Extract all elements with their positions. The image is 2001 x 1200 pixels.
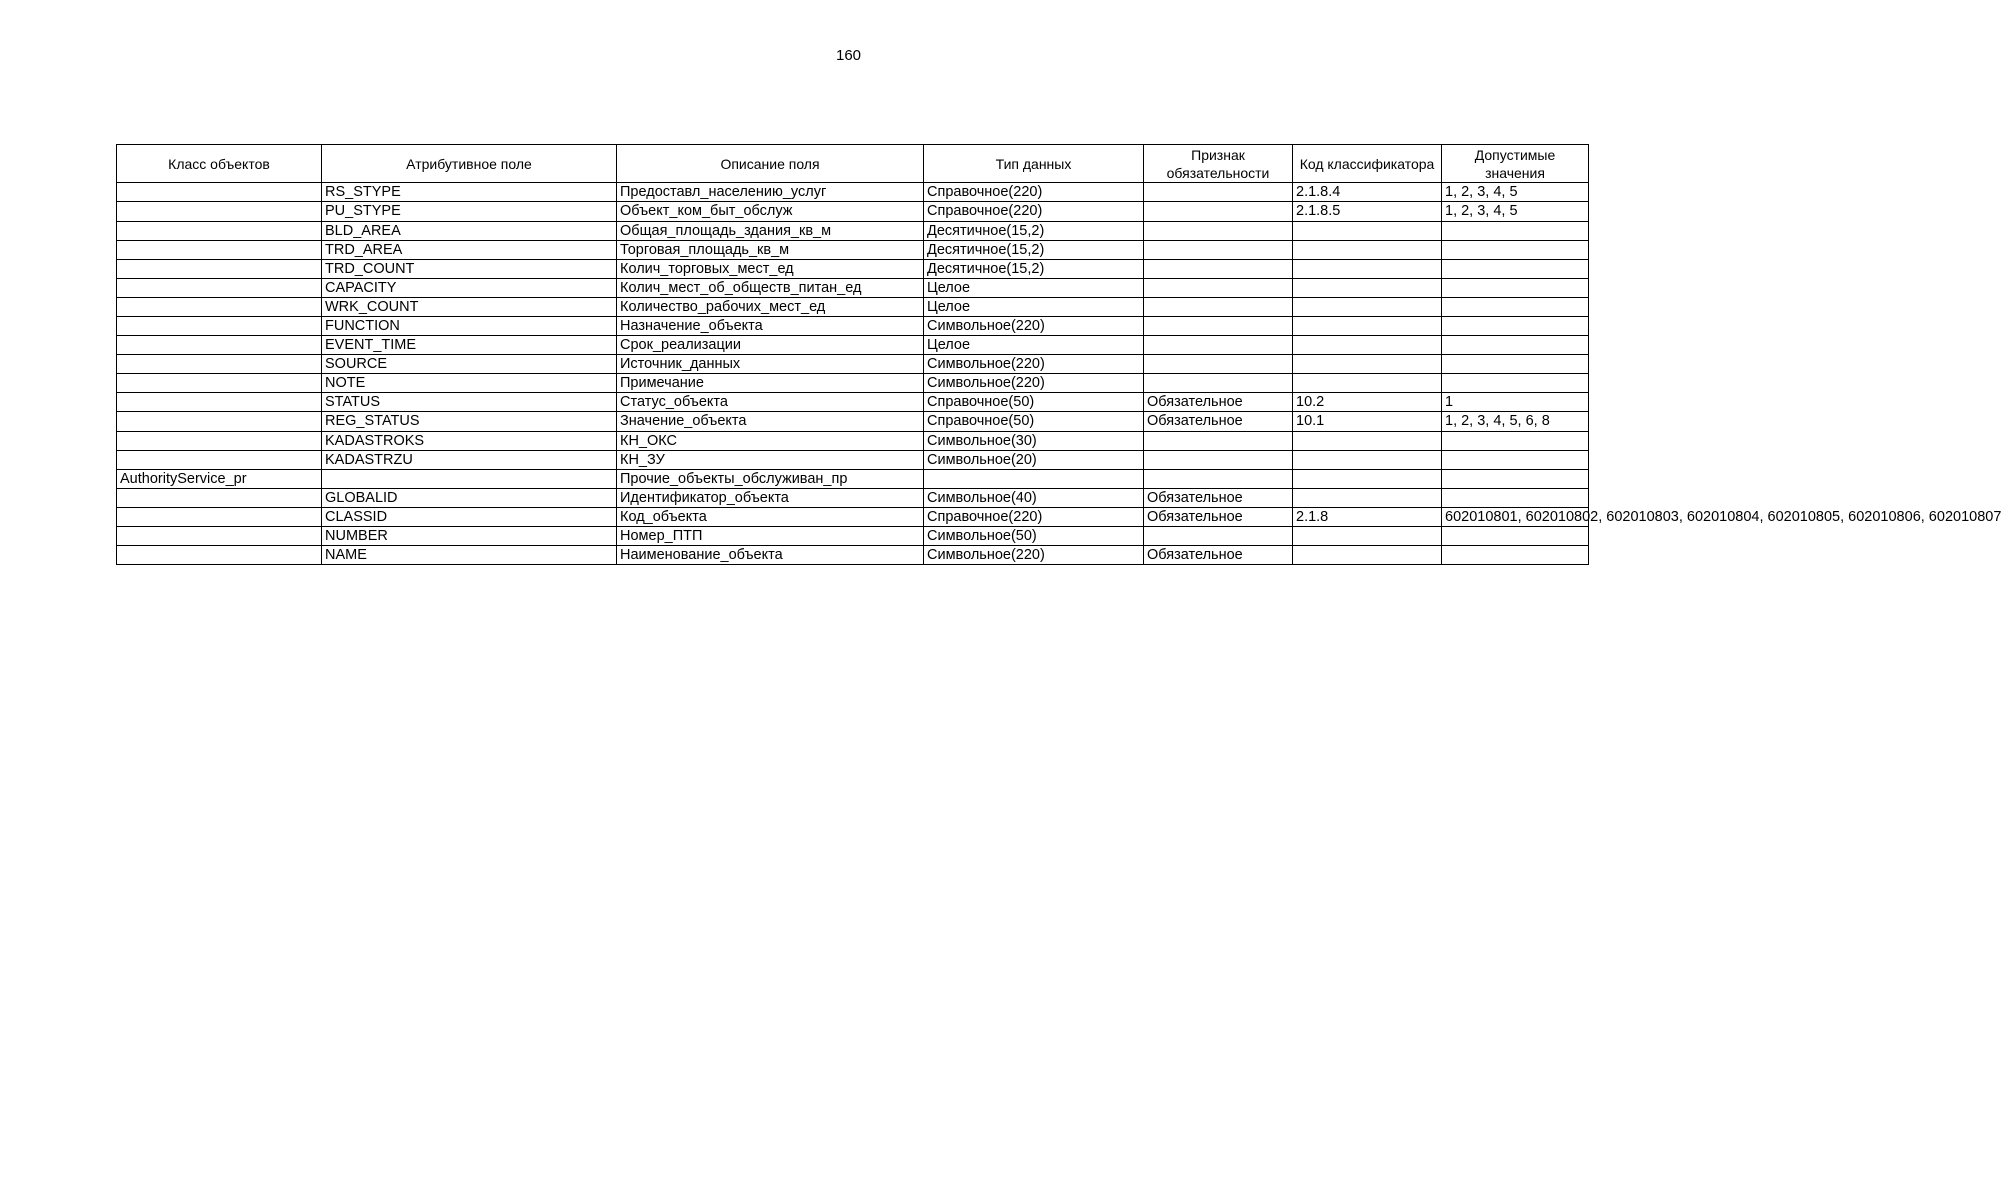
object-class-cell bbox=[117, 431, 322, 450]
header-data-type: Тип данных bbox=[924, 145, 1144, 183]
field-description-cell: КН_ОКС bbox=[617, 431, 924, 450]
allowed-values-cell bbox=[1442, 297, 1589, 316]
field-description-cell: Примечание bbox=[617, 373, 924, 392]
table-row bbox=[117, 297, 1589, 316]
classifier-code-cell bbox=[1293, 546, 1442, 565]
data-type-cell: Символьное(220) bbox=[924, 546, 1144, 565]
table-row bbox=[117, 183, 1589, 202]
allowed-values-cell: 1, 2, 3, 4, 5, 6, 8 bbox=[1442, 412, 1589, 431]
table-body bbox=[117, 183, 2001, 565]
table-row bbox=[117, 412, 1589, 431]
classifier-code-cell bbox=[1293, 354, 1442, 373]
data-type-cell: Справочное(220) bbox=[924, 507, 1144, 526]
attribute-field-cell: PU_STYPE bbox=[322, 202, 617, 221]
field-description-cell: Предоставл_населению_услуг bbox=[617, 183, 924, 202]
allowed-values-cell bbox=[1442, 373, 1589, 392]
data-type-cell: Целое bbox=[924, 297, 1144, 316]
object-class-cell bbox=[117, 240, 322, 259]
allowed-values-cell bbox=[1442, 469, 1589, 488]
table-row bbox=[117, 278, 1589, 297]
classifier-code-cell: 10.1 bbox=[1293, 412, 1442, 431]
classifier-code-cell: 2.1.8.4 bbox=[1293, 183, 1442, 202]
data-type-cell: Символьное(220) bbox=[924, 354, 1144, 373]
classifier-code-cell bbox=[1293, 469, 1442, 488]
header-classifier-code: Код классификатора bbox=[1293, 145, 1442, 183]
data-type-cell: Справочное(50) bbox=[924, 392, 1144, 411]
data-type-cell bbox=[924, 469, 1144, 488]
required-flag-cell bbox=[1144, 527, 1293, 546]
required-flag-cell: Обязательное bbox=[1144, 546, 1293, 565]
classifier-code-cell bbox=[1293, 240, 1442, 259]
attribute-field-cell: TRD_COUNT bbox=[322, 259, 617, 278]
table-row bbox=[117, 202, 1589, 221]
required-flag-cell bbox=[1144, 450, 1293, 469]
field-description-cell: Срок_реализации bbox=[617, 335, 924, 354]
object-class-cell: AuthorityService_pr bbox=[117, 469, 322, 488]
data-type-cell: Десятичное(15,2) bbox=[924, 259, 1144, 278]
classifier-code-cell bbox=[1293, 221, 1442, 240]
allowed-values-cell bbox=[1442, 488, 1589, 507]
attribute-field-cell: NOTE bbox=[322, 373, 617, 392]
object-class-cell bbox=[117, 278, 322, 297]
header-required-flag: Признак обязательности bbox=[1144, 145, 1293, 183]
table-row bbox=[117, 450, 1589, 469]
header-field-description: Описание поля bbox=[617, 145, 924, 183]
header-row bbox=[117, 145, 1589, 183]
attribute-field-cell bbox=[322, 469, 617, 488]
data-type-cell: Символьное(30) bbox=[924, 431, 1144, 450]
attribute-field-cell: CLASSID bbox=[322, 507, 617, 526]
allowed-values-cell bbox=[1442, 278, 1589, 297]
classifier-code-cell bbox=[1293, 259, 1442, 278]
table-row bbox=[117, 527, 1589, 546]
attribute-field-cell: KADASTROKS bbox=[322, 431, 617, 450]
allowed-values-cell bbox=[1442, 240, 1589, 259]
allowed-values-cell bbox=[1442, 450, 1589, 469]
attribute-table bbox=[116, 144, 2001, 565]
allowed-values-cell bbox=[1442, 221, 1589, 240]
allowed-values-cell: 1 bbox=[1442, 392, 1589, 411]
attribute-field-cell: KADASTRZU bbox=[322, 450, 617, 469]
field-description-cell: Номер_ПТП bbox=[617, 527, 924, 546]
data-type-cell: Символьное(220) bbox=[924, 316, 1144, 335]
table-row bbox=[117, 431, 1589, 450]
field-description-cell: Назначение_объекта bbox=[617, 316, 924, 335]
required-flag-cell bbox=[1144, 469, 1293, 488]
data-type-cell: Целое bbox=[924, 335, 1144, 354]
attribute-field-cell: WRK_COUNT bbox=[322, 297, 617, 316]
classifier-code-cell bbox=[1293, 335, 1442, 354]
required-flag-cell bbox=[1144, 335, 1293, 354]
allowed-values-cell bbox=[1442, 546, 1589, 565]
classifier-code-cell: 2.1.8 bbox=[1293, 507, 1442, 526]
attribute-field-cell: BLD_AREA bbox=[322, 221, 617, 240]
header-object-class: Класс объектов bbox=[117, 145, 322, 183]
field-description-cell: Торговая_площадь_кв_м bbox=[617, 240, 924, 259]
header-attribute-field: Атрибутивное поле bbox=[322, 145, 617, 183]
object-class-cell bbox=[117, 297, 322, 316]
classifier-code-cell bbox=[1293, 431, 1442, 450]
allowed-values-cell bbox=[1442, 335, 1589, 354]
field-description-cell: Статус_объекта bbox=[617, 392, 924, 411]
object-class-cell bbox=[117, 546, 322, 565]
object-class-cell bbox=[117, 354, 322, 373]
field-description-cell: Код_объекта bbox=[617, 507, 924, 526]
object-class-cell bbox=[117, 259, 322, 278]
object-class-cell bbox=[117, 450, 322, 469]
object-class-cell bbox=[117, 335, 322, 354]
data-type-cell: Десятичное(15,2) bbox=[924, 240, 1144, 259]
field-description-cell: Прочие_объекты_обслуживан_пр bbox=[617, 469, 924, 488]
required-flag-cell bbox=[1144, 373, 1293, 392]
classifier-code-cell bbox=[1293, 316, 1442, 335]
allowed-values-cell bbox=[1442, 259, 1589, 278]
classifier-code-cell bbox=[1293, 527, 1442, 546]
classifier-code-cell bbox=[1293, 297, 1442, 316]
classifier-code-cell: 10.2 bbox=[1293, 392, 1442, 411]
table-row bbox=[117, 488, 1589, 507]
required-flag-cell bbox=[1144, 259, 1293, 278]
table-row bbox=[117, 507, 1589, 526]
attribute-field-cell: FUNCTION bbox=[322, 316, 617, 335]
object-class-cell bbox=[117, 392, 322, 411]
classifier-code-cell bbox=[1293, 278, 1442, 297]
table-row bbox=[117, 546, 1589, 565]
required-flag-cell bbox=[1144, 240, 1293, 259]
required-flag-cell bbox=[1144, 183, 1293, 202]
required-flag-cell: Обязательное bbox=[1144, 507, 1293, 526]
field-description-cell: Колич_торговых_мест_ед bbox=[617, 259, 924, 278]
table-row bbox=[117, 469, 1589, 488]
required-flag-cell bbox=[1144, 316, 1293, 335]
data-type-cell: Символьное(40) bbox=[924, 488, 1144, 507]
table-row bbox=[117, 240, 1589, 259]
attribute-field-cell: REG_STATUS bbox=[322, 412, 617, 431]
table-row bbox=[117, 335, 1589, 354]
allowed-values-cell: 1, 2, 3, 4, 5 bbox=[1442, 202, 1589, 221]
field-description-cell: Идентификатор_объекта bbox=[617, 488, 924, 507]
header-allowed-values: Допустимые значения bbox=[1442, 145, 1589, 183]
required-flag-cell bbox=[1144, 202, 1293, 221]
allowed-values-cell bbox=[1442, 316, 1589, 335]
page-number: 160 bbox=[835, 47, 862, 64]
required-flag-cell bbox=[1144, 278, 1293, 297]
attribute-field-cell: TRD_AREA bbox=[322, 240, 617, 259]
required-flag-cell: Обязательное bbox=[1144, 488, 1293, 507]
allowed-values-cell bbox=[1442, 527, 1589, 546]
data-type-cell: Символьное(50) bbox=[924, 527, 1144, 546]
allowed-values-cell bbox=[1442, 431, 1589, 450]
field-description-cell: Колич_мест_об_обществ_питан_ед bbox=[617, 278, 924, 297]
attribute-field-cell: NAME bbox=[322, 546, 617, 565]
required-flag-cell: Обязательное bbox=[1144, 392, 1293, 411]
data-type-cell: Справочное(50) bbox=[924, 412, 1144, 431]
object-class-cell bbox=[117, 221, 322, 240]
attribute-field-cell: STATUS bbox=[322, 392, 617, 411]
data-type-cell: Символьное(20) bbox=[924, 450, 1144, 469]
object-class-cell bbox=[117, 373, 322, 392]
field-description-cell: Наименование_объекта bbox=[617, 546, 924, 565]
data-type-cell: Десятичное(15,2) bbox=[924, 221, 1144, 240]
data-type-cell: Справочное(220) bbox=[924, 183, 1144, 202]
classifier-code-cell bbox=[1293, 488, 1442, 507]
allowed-values-cell bbox=[1442, 354, 1589, 373]
classifier-code-cell bbox=[1293, 373, 1442, 392]
attribute-field-cell: RS_STYPE bbox=[322, 183, 617, 202]
field-description-cell: Источник_данных bbox=[617, 354, 924, 373]
object-class-cell bbox=[117, 488, 322, 507]
field-description-cell: Количество_рабочих_мест_ед bbox=[617, 297, 924, 316]
field-description-cell: Значение_объекта bbox=[617, 412, 924, 431]
object-class-cell bbox=[117, 316, 322, 335]
object-class-cell bbox=[117, 507, 322, 526]
table-row bbox=[117, 316, 1589, 335]
object-class-cell bbox=[117, 527, 322, 546]
required-flag-cell: Обязательное bbox=[1144, 412, 1293, 431]
object-class-cell bbox=[117, 183, 322, 202]
allowed-values-cell: 1, 2, 3, 4, 5 bbox=[1442, 183, 1589, 202]
table-row bbox=[117, 221, 1589, 240]
table-row bbox=[117, 354, 1589, 373]
attribute-field-cell: EVENT_TIME bbox=[322, 335, 617, 354]
classifier-code-cell bbox=[1293, 450, 1442, 469]
data-type-cell: Символьное(220) bbox=[924, 373, 1144, 392]
attribute-field-cell: NUMBER bbox=[322, 527, 617, 546]
table-row bbox=[117, 259, 1589, 278]
field-description-cell: Общая_площадь_здания_кв_м bbox=[617, 221, 924, 240]
classifier-code-cell: 2.1.8.5 bbox=[1293, 202, 1442, 221]
data-type-cell: Целое bbox=[924, 278, 1144, 297]
attribute-field-cell: GLOBALID bbox=[322, 488, 617, 507]
field-description-cell: Объект_ком_быт_обслуж bbox=[617, 202, 924, 221]
required-flag-cell bbox=[1144, 431, 1293, 450]
object-class-cell bbox=[117, 412, 322, 431]
required-flag-cell bbox=[1144, 221, 1293, 240]
data-type-cell: Справочное(220) bbox=[924, 202, 1144, 221]
table-row bbox=[117, 392, 1589, 411]
required-flag-cell bbox=[1144, 354, 1293, 373]
attribute-field-cell: SOURCE bbox=[322, 354, 617, 373]
attribute-field-cell: CAPACITY bbox=[322, 278, 617, 297]
field-description-cell: КН_ЗУ bbox=[617, 450, 924, 469]
table-row bbox=[117, 373, 1589, 392]
object-class-cell bbox=[117, 202, 322, 221]
required-flag-cell bbox=[1144, 297, 1293, 316]
allowed-values-cell: 602010801, 602010802, 602010803, 602010804, 602010805, 602010806, 602010807 bbox=[1442, 507, 1589, 526]
